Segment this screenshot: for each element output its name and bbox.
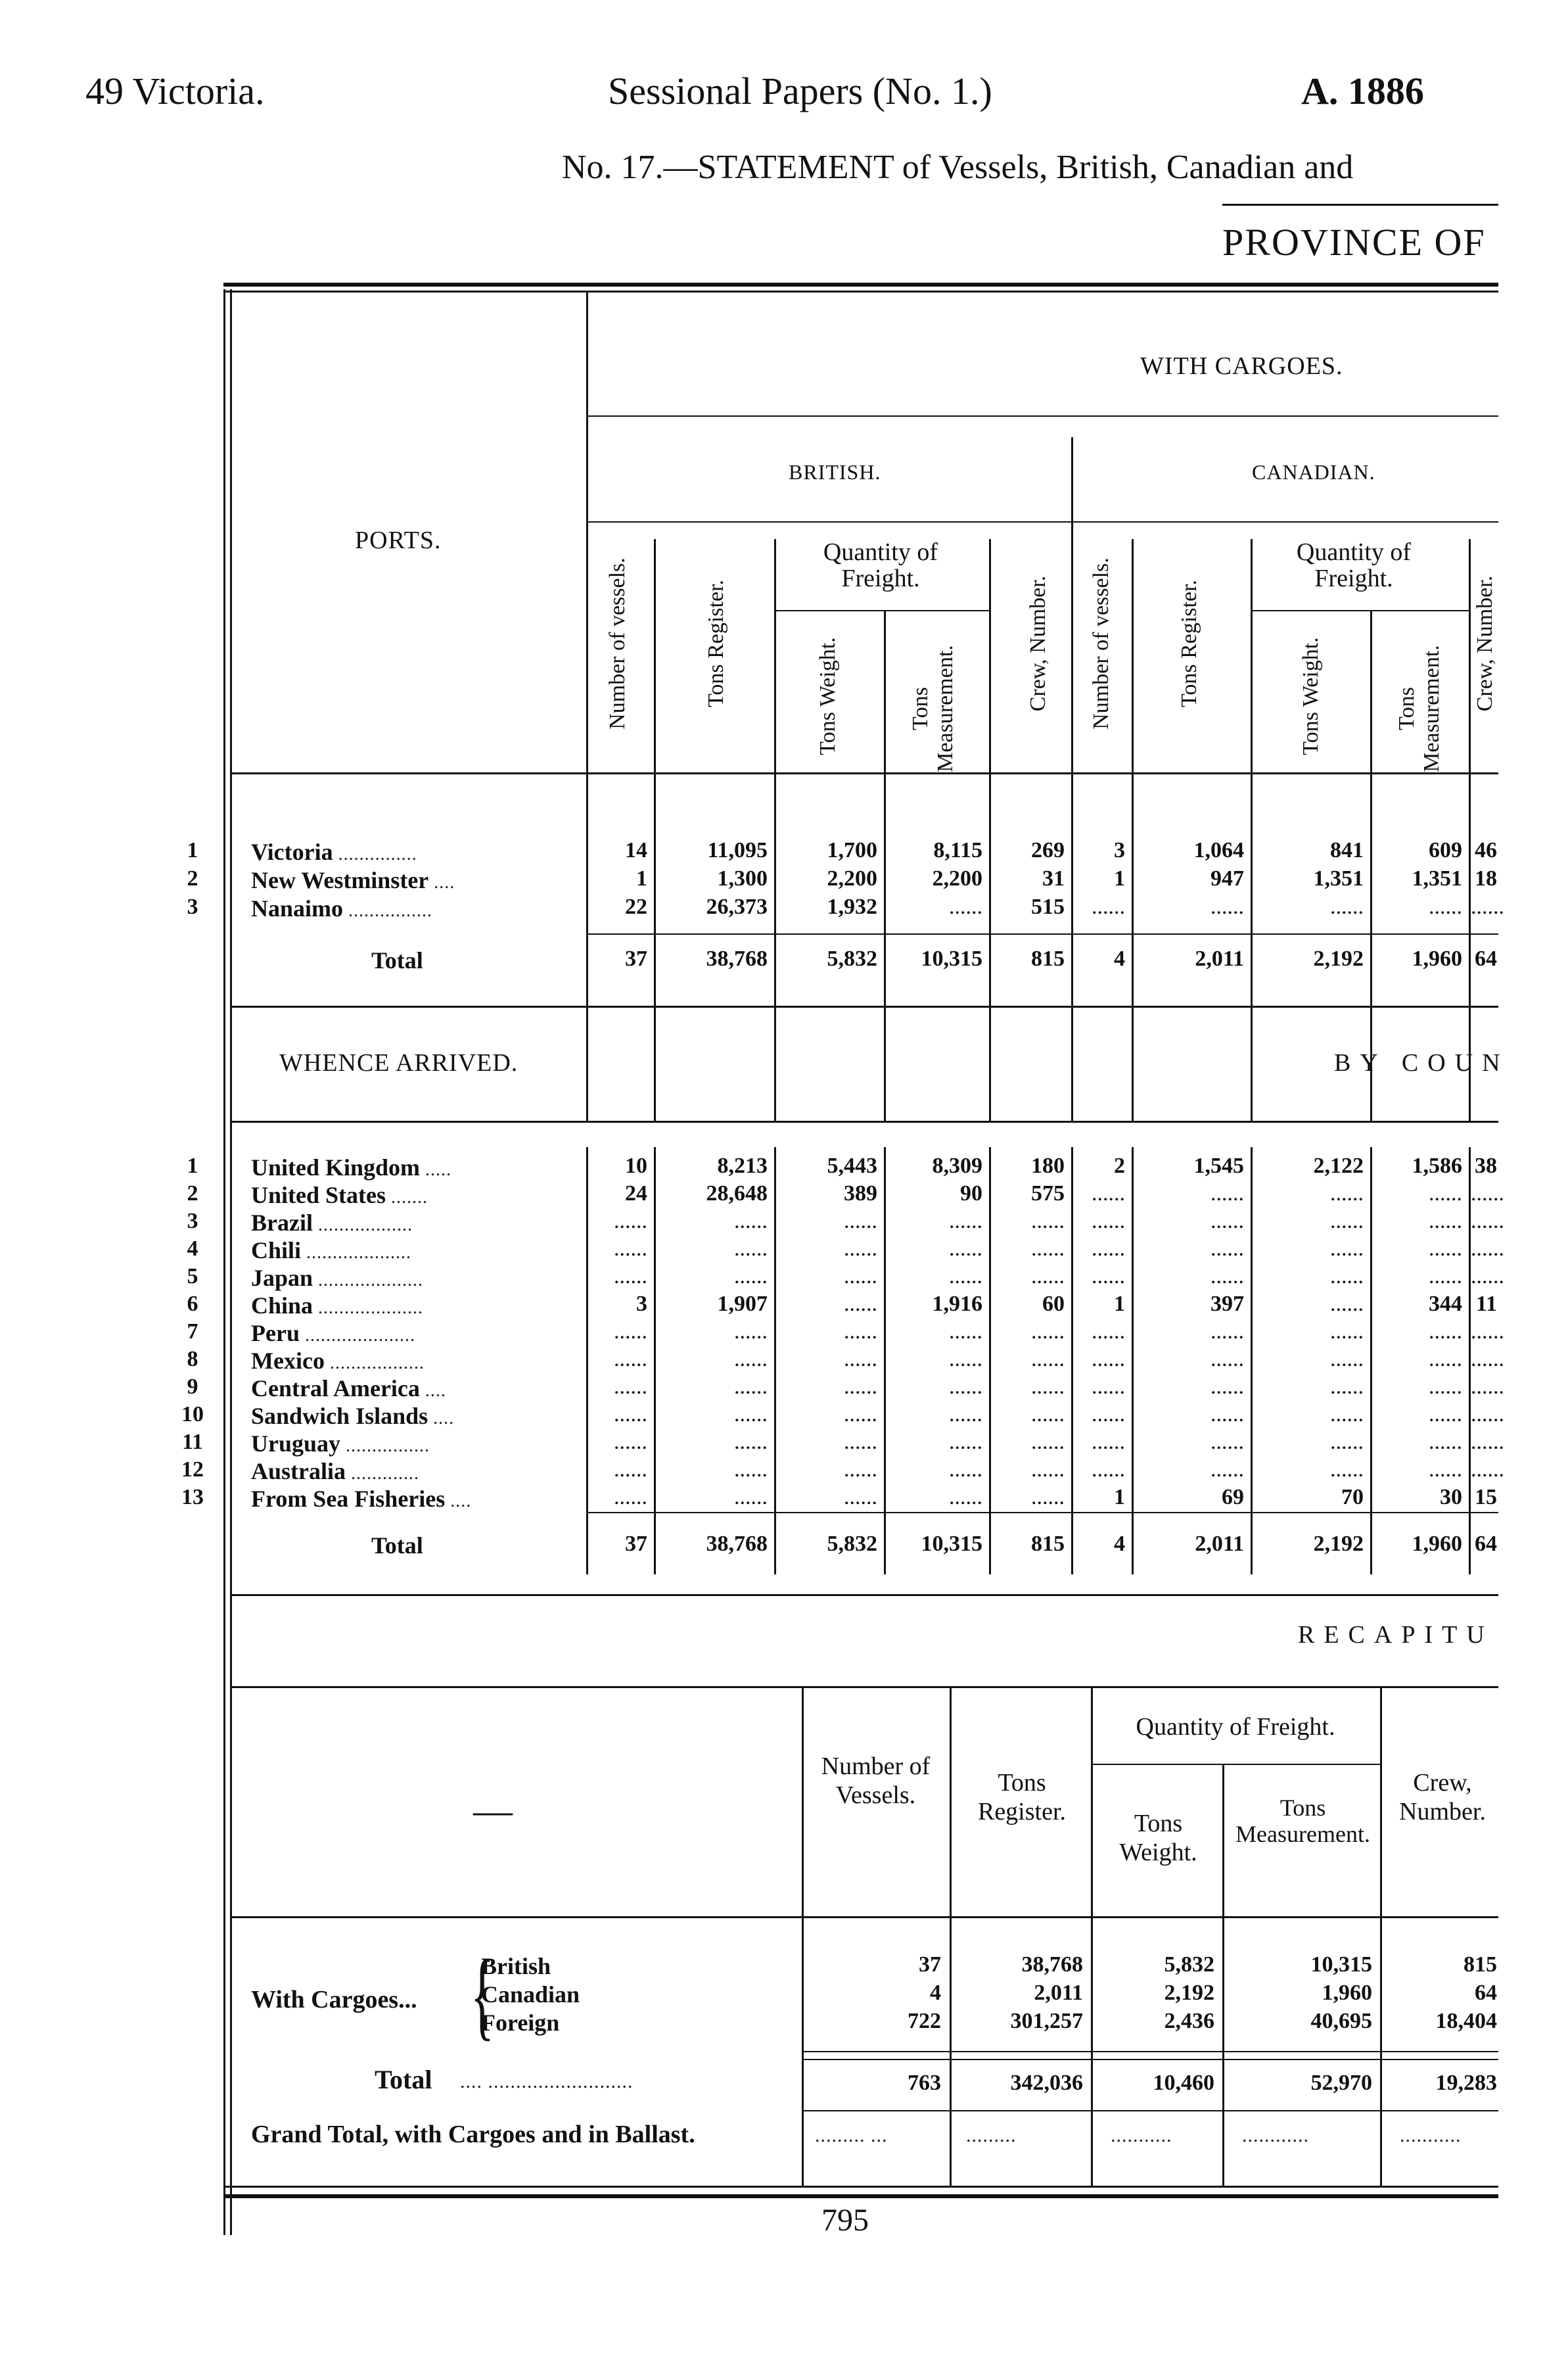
total-cell: 2,011	[1195, 1532, 1244, 1556]
table-cell: ......	[1031, 1485, 1065, 1509]
col-vessels-canadian: Number of vessels.	[1089, 557, 1113, 730]
col-crew-canadian: Crew, Number.	[1473, 575, 1497, 712]
row-label: Mexico ..................	[251, 1348, 425, 1374]
table-cell: ......	[1429, 1457, 1462, 1482]
row-number: 11	[181, 1430, 204, 1454]
recap-cell: 301,257	[1010, 2009, 1083, 2033]
total-cell: 4	[1114, 1532, 1125, 1556]
table-cell: ......	[844, 1457, 877, 1482]
table-cell: ......	[614, 1402, 647, 1426]
table-cell: ......	[949, 1457, 982, 1482]
table-cell: ......	[1330, 1347, 1364, 1371]
recap-cell: 2,011	[1034, 1981, 1083, 2005]
table-cell: ......	[1429, 895, 1462, 919]
table-cell: ......	[1092, 1209, 1125, 1233]
total-cell: 37	[625, 1532, 647, 1556]
table-cell: 69	[1222, 1485, 1244, 1509]
table-cell: 46	[1475, 838, 1497, 862]
table-cell: ......	[614, 1457, 647, 1482]
table-cell: ......	[1429, 1430, 1462, 1454]
table-cell: 1,351	[1313, 866, 1364, 891]
table-cell: ......	[844, 1430, 877, 1454]
table-cell: ......	[1330, 1457, 1364, 1482]
table-cell: ......	[1330, 1319, 1364, 1344]
table-cell: 2,200	[827, 866, 877, 891]
table-cell: ......	[1031, 1375, 1065, 1399]
table-cell: ......	[1330, 1402, 1364, 1426]
row-number: 2	[187, 866, 198, 891]
row-label: Brazil ..................	[251, 1210, 413, 1236]
table-cell: ......	[1471, 1347, 1504, 1371]
total-label: Total	[371, 1532, 423, 1559]
table-cell: ......	[1092, 895, 1125, 919]
canadian-heading: CANADIAN.	[1252, 460, 1375, 484]
table-cell: ......	[1471, 1375, 1504, 1399]
table-cell: 1	[636, 866, 647, 891]
total-cell: 1,960	[1412, 947, 1462, 971]
table-cell: ......	[734, 1375, 768, 1399]
table-cell: ......	[844, 1485, 877, 1509]
col-crew-british: Crew, Number.	[1026, 575, 1050, 712]
table-cell: ......	[1429, 1236, 1462, 1261]
table-cell: 11,095	[707, 838, 768, 862]
table-cell: ......	[614, 1319, 647, 1344]
table-cell: ......	[1092, 1347, 1125, 1371]
total-cell: 4	[1114, 947, 1125, 971]
row-number: 1	[187, 1154, 198, 1178]
recap-total-dots: .... ..........................	[460, 2071, 634, 2092]
col-measure-british: Tons Measurement.	[908, 645, 957, 772]
row-number: 1	[187, 838, 198, 862]
with-cargoes-heading: WITH CARGOES.	[1140, 352, 1343, 380]
recap-grand-total: Grand Total, with Cargoes and in Ballast.	[251, 2121, 695, 2148]
table-cell: ......	[1031, 1264, 1065, 1288]
table-cell: ......	[1330, 1209, 1364, 1233]
row-label: From Sea Fisheries ....	[251, 1486, 472, 1512]
table-cell: ......	[614, 1209, 647, 1233]
table-cell: ......	[844, 1375, 877, 1399]
recap-cell: 52,970	[1310, 2071, 1372, 2095]
recap-dash: —	[473, 1789, 513, 1832]
table-cell: ......	[1330, 1292, 1364, 1316]
recap-col-vessels: Number of Vessels.	[821, 1753, 931, 1809]
table-cell: ......	[614, 1375, 647, 1399]
table-cell: 5,443	[827, 1154, 877, 1178]
table-cell: ......	[1471, 1181, 1504, 1206]
row-label: Australia .............	[251, 1458, 419, 1484]
recap-cell: 815	[1464, 1952, 1497, 1977]
table-cell: ......	[614, 1236, 647, 1261]
table-cell: ......	[844, 1402, 877, 1426]
table-cell: ......	[1330, 1181, 1364, 1206]
row-label: Sandwich Islands ....	[251, 1403, 455, 1429]
row-number: 2	[187, 1181, 198, 1206]
recap-cell: 2,192	[1164, 1981, 1214, 2005]
table-cell: ......	[734, 1485, 768, 1509]
recap-total-label: Total	[375, 2065, 432, 2094]
table-cell: ......	[1429, 1402, 1462, 1426]
table-cell: ......	[1031, 1209, 1065, 1233]
row-number: 4	[187, 1236, 198, 1261]
col-measure-canadian: Tons Measurement.	[1395, 645, 1444, 772]
row-number: 12	[181, 1457, 204, 1482]
table-cell: ......	[1471, 1319, 1504, 1344]
total-cell: 64	[1475, 947, 1497, 971]
recap-cell: 37	[919, 1952, 941, 1977]
table-cell: 3	[636, 1292, 647, 1316]
table-cell: 14	[625, 838, 647, 862]
recap-cell: 342,036	[1010, 2071, 1083, 2095]
table-cell: 10	[625, 1154, 647, 1178]
table-cell: 609	[1429, 838, 1462, 862]
recap-heading: RECAPITU	[1298, 1621, 1494, 1649]
table-cell: ......	[734, 1236, 768, 1261]
table-cell: 26,373	[706, 895, 768, 919]
table-cell: ......	[1211, 1264, 1244, 1288]
row-label: Chili ....................	[251, 1237, 412, 1263]
table-cell: 575	[1031, 1181, 1065, 1206]
total-cell: 2,192	[1313, 1532, 1364, 1556]
row-number: 13	[181, 1485, 204, 1509]
table-cell: ......	[1471, 1209, 1504, 1233]
table-cell: ......	[844, 1347, 877, 1371]
row-label: Central America ....	[251, 1375, 446, 1401]
total-cell: 10,315	[921, 1532, 982, 1556]
page-title: No. 17.—STATEMENT of Vessels, British, Canadian and	[562, 149, 1354, 186]
table-cell: 18	[1475, 866, 1497, 891]
recap-cell: 40,695	[1310, 2009, 1372, 2033]
col-weight-canadian: Tons Weight.	[1299, 637, 1323, 755]
table-cell: 8,309	[932, 1154, 982, 1178]
total-cell: 2,011	[1195, 947, 1244, 971]
table-cell: ......	[844, 1264, 877, 1288]
table-cell: ......	[1429, 1347, 1462, 1371]
recap-cell: 2,436	[1164, 2009, 1214, 2033]
table-cell: ......	[614, 1485, 647, 1509]
table-cell: ......	[949, 1319, 982, 1344]
table-cell: ......	[1471, 1236, 1504, 1261]
table-cell: ......	[949, 1402, 982, 1426]
page-number: 795	[821, 2203, 869, 2238]
table-cell: 22	[625, 895, 647, 919]
table-cell: ......	[1330, 1264, 1364, 1288]
row-number: 8	[187, 1347, 198, 1371]
table-cell: 1	[1114, 1485, 1125, 1509]
total-cell: 2,192	[1313, 947, 1364, 971]
table-cell: ......	[1211, 1347, 1244, 1371]
header-right: A. 1886	[1301, 70, 1424, 112]
table-cell: ......	[1211, 1402, 1244, 1426]
recap-cell: 763	[908, 2071, 941, 2095]
row-number: 3	[187, 1209, 198, 1233]
whence-arrived-label: WHENCE ARRIVED.	[279, 1049, 519, 1077]
row-label: Japan ....................	[251, 1265, 424, 1291]
recap-cell: 10,315	[1310, 1952, 1372, 1977]
table-cell: 515	[1031, 895, 1065, 919]
table-cell: ......	[734, 1430, 768, 1454]
table-cell: ......	[844, 1319, 877, 1344]
table-cell: 1,907	[717, 1292, 768, 1316]
table-cell: ......	[1031, 1457, 1065, 1482]
row-label: Peru .....................	[251, 1320, 415, 1346]
row-number: 9	[187, 1375, 198, 1399]
table-cell: ......	[1211, 1181, 1244, 1206]
table-cell: 8,213	[717, 1154, 768, 1178]
table-cell: 2,200	[932, 866, 982, 891]
recap-col-measure: Tons Measurement.	[1235, 1795, 1370, 1847]
row-number: 10	[181, 1402, 204, 1426]
table-cell: ......	[734, 1209, 768, 1233]
table-cell: 30	[1440, 1485, 1462, 1509]
table-cell: ......	[1031, 1402, 1065, 1426]
recap-col-register: Tons Register.	[977, 1769, 1067, 1825]
table-cell: ......	[949, 1209, 982, 1233]
recap-cell: 38,768	[1021, 1952, 1083, 1977]
row-label: United Kingdom .....	[251, 1154, 452, 1181]
total-cell: 815	[1031, 947, 1065, 971]
table-cell: 2	[1114, 1154, 1125, 1178]
recap-col-weight: Tons Weight.	[1119, 1810, 1197, 1866]
table-cell: ......	[1471, 895, 1504, 919]
province-heading: PROVINCE OF	[1222, 221, 1486, 264]
table-cell: ......	[844, 1209, 877, 1233]
recap-cell: 19,283	[1435, 2071, 1497, 2095]
header-left: 49 Victoria.	[85, 70, 265, 112]
table-cell: 8,115	[933, 838, 982, 862]
table-cell: ......	[844, 1292, 877, 1316]
recap-brace: {	[471, 1941, 494, 2050]
total-cell: 38,768	[706, 947, 768, 971]
table-cell: 947	[1211, 866, 1244, 891]
table-cell: 11	[1475, 1292, 1497, 1316]
recap-cell: 10,460	[1153, 2071, 1214, 2095]
recap-cell: 64	[1475, 1981, 1497, 2005]
total-cell: 1,960	[1412, 1532, 1462, 1556]
table-cell: ......	[614, 1264, 647, 1288]
table-cell: ......	[1031, 1430, 1065, 1454]
table-cell: ......	[734, 1457, 768, 1482]
row-label: New Westminster ....	[251, 867, 455, 893]
recap-row-label: Canadian	[481, 1981, 580, 2008]
recap-cell: 4	[930, 1981, 941, 2005]
table-cell: 1,351	[1412, 866, 1462, 891]
row-label: Nanaimo ................	[251, 895, 433, 922]
col-freight-british: Quantity of Freight.	[823, 538, 938, 592]
table-cell: ......	[1031, 1319, 1065, 1344]
table-cell: ......	[1092, 1457, 1125, 1482]
table-cell: 60	[1042, 1292, 1065, 1316]
table-cell: 90	[960, 1181, 982, 1206]
table-cell: ......	[1211, 895, 1244, 919]
table-cell: 15	[1475, 1485, 1497, 1509]
table-cell: ......	[734, 1402, 768, 1426]
recap-row-label: British	[481, 1953, 551, 1979]
table-cell: ......	[949, 1485, 982, 1509]
table-cell: ......	[1211, 1457, 1244, 1482]
row-number: 3	[187, 895, 198, 919]
table-cell: ......	[1211, 1319, 1244, 1344]
table-cell: ......	[949, 1264, 982, 1288]
table-cell: ......	[1330, 1375, 1364, 1399]
table-cell: ......	[1330, 1236, 1364, 1261]
table-cell: 1,300	[717, 866, 768, 891]
table-cell: ......	[734, 1347, 768, 1371]
table-cell: 344	[1429, 1292, 1462, 1316]
british-heading: BRITISH.	[789, 460, 881, 484]
table-cell: 1,700	[827, 838, 877, 862]
recap-col-crew: Crew, Number.	[1399, 1769, 1486, 1825]
table-cell: ......	[949, 1375, 982, 1399]
table-cell: 3	[1114, 838, 1125, 862]
table-cell: 389	[844, 1181, 877, 1206]
table-cell: 1,064	[1193, 838, 1244, 862]
recap-row-label: Foreign	[481, 2010, 560, 2036]
table-cell: 1	[1114, 1292, 1125, 1316]
row-number: 6	[187, 1292, 198, 1316]
table-cell: ......	[1031, 1236, 1065, 1261]
table-cell: ......	[734, 1319, 768, 1344]
table-cell: 1	[1114, 866, 1125, 891]
total-cell: 37	[625, 947, 647, 971]
table-cell: 1,932	[827, 895, 877, 919]
col-vessels-british: Number of vessels.	[605, 557, 630, 730]
table-cell: ......	[1429, 1181, 1462, 1206]
table-cell: ......	[1092, 1375, 1125, 1399]
table-cell: 24	[625, 1181, 647, 1206]
table-cell: ......	[1092, 1402, 1125, 1426]
table-cell: ......	[1471, 1457, 1504, 1482]
recap-col-freight: Quantity of Freight.	[1136, 1713, 1335, 1741]
row-label: United States .......	[251, 1182, 428, 1208]
table-cell: 1,545	[1193, 1154, 1244, 1178]
table-cell: ......	[1211, 1375, 1244, 1399]
total-cell: 10,315	[921, 947, 982, 971]
row-number: 7	[187, 1319, 198, 1344]
table-cell: ......	[1092, 1319, 1125, 1344]
table-cell: 841	[1330, 838, 1364, 862]
table-cell: 269	[1031, 838, 1065, 862]
table-cell: 1,586	[1412, 1154, 1462, 1178]
table-cell: ......	[1429, 1209, 1462, 1233]
table-cell: ......	[844, 1236, 877, 1261]
col-register-canadian: Tons Register.	[1177, 579, 1201, 708]
table-cell: 31	[1042, 866, 1065, 891]
recap-with-cargoes: With Cargoes...	[251, 1986, 417, 2013]
table-cell: 2,122	[1313, 1154, 1364, 1178]
table-cell: ......	[1211, 1209, 1244, 1233]
table-cell: 1,916	[932, 1292, 982, 1316]
table-cell: ......	[1092, 1430, 1125, 1454]
table-cell: ......	[1471, 1430, 1504, 1454]
table-cell: ......	[1092, 1181, 1125, 1206]
col-register-british: Tons Register.	[704, 579, 728, 708]
total-cell: 64	[1475, 1532, 1497, 1556]
table-cell: ......	[949, 895, 982, 919]
table-cell: ......	[1429, 1264, 1462, 1288]
table-cell: 397	[1211, 1292, 1244, 1316]
table-cell: ......	[949, 1430, 982, 1454]
table-cell: ......	[614, 1430, 647, 1454]
recap-cell: 5,832	[1164, 1952, 1214, 1977]
table-cell: ......	[949, 1347, 982, 1371]
header-center: Sessional Papers (No. 1.)	[608, 70, 992, 112]
total-cell: 815	[1031, 1532, 1065, 1556]
table-cell: ......	[1330, 895, 1364, 919]
table-cell: ......	[1429, 1375, 1462, 1399]
table-cell: ......	[1031, 1347, 1065, 1371]
recap-cell: 1,960	[1322, 1981, 1372, 2005]
recap-cell: 18,404	[1435, 2009, 1497, 2033]
by-country-heading: BY COUN	[1334, 1049, 1510, 1077]
table-cell: ......	[614, 1347, 647, 1371]
col-weight-british: Tons Weight.	[816, 637, 840, 755]
table-cell: ......	[1092, 1236, 1125, 1261]
table-cell: ......	[1429, 1319, 1462, 1344]
table-cell: 38	[1475, 1154, 1497, 1178]
col-freight-canadian: Quantity of Freight.	[1296, 538, 1412, 592]
table-cell: ......	[1211, 1236, 1244, 1261]
table-cell: ......	[1092, 1264, 1125, 1288]
table-cell: 70	[1341, 1485, 1364, 1509]
total-label: Total	[371, 947, 423, 974]
total-cell: 5,832	[827, 947, 877, 971]
table-cell: 180	[1031, 1154, 1065, 1178]
table-cell: ......	[734, 1264, 768, 1288]
table-cell: ......	[1330, 1430, 1364, 1454]
recap-cell: 722	[908, 2009, 941, 2033]
row-label: China ....................	[251, 1292, 424, 1319]
total-cell: 38,768	[706, 1532, 768, 1556]
ports-label: PORTS.	[355, 527, 442, 554]
table-cell: ......	[1471, 1402, 1504, 1426]
total-cell: 5,832	[827, 1532, 877, 1556]
table-cell: ......	[1471, 1264, 1504, 1288]
table-cell: ......	[1211, 1430, 1244, 1454]
table-cell: ......	[949, 1236, 982, 1261]
row-label: Uruguay ................	[251, 1430, 430, 1457]
row-number: 5	[187, 1264, 198, 1288]
row-label: Victoria ...............	[251, 839, 417, 865]
table-cell: 28,648	[706, 1181, 768, 1206]
